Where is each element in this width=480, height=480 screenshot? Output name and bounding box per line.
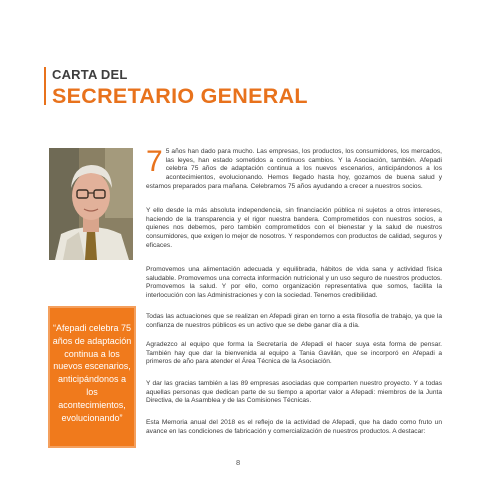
pull-quote-text: “Afepadi celebra 75 años de adaptación continua a los nuevos escenarios, anticipándonos a los acontecimientos, evolucionando”: [52, 323, 132, 423]
body-paragraph-6: Y dar las gracias también a las 89 empresas asociadas que comparten nuestro proyecto. Y a todas aquellas personas que dedican parte de su tiempo a aportar valor a Afepadi: miembros de la Junta Directiva, de la Asamblea y de las Comisiones Técnicas.: [146, 380, 442, 405]
body-paragraph-2: Y ello desde la más absoluta independencia, sin financiación pública ni sujetos a otros intereses, haciendo de la transparencia y el rigor nuestra bandera. Comprometidos con nuestros socios, a quienes nos debemos, pero también comprometidos con el bienestar y la salud de nuestros consumidores, que exigen lo mejor de nosotros. Y respondemos con productos de calidad, seguros y eficaces.: [146, 207, 442, 249]
page-title: SECRETARIO GENERAL: [52, 84, 308, 108]
section-kicker: CARTA DEL: [52, 67, 128, 82]
body-paragraph-7: Esta Memoria anual del 2018 es el reflejo de la actividad de Afepadi, que ha dado como fruto un avance en las condiciones de fabricación y comercialización de nuestros productos. A destacar:: [146, 419, 442, 435]
page-number: 8: [236, 458, 241, 467]
body-paragraph-4: Todas las actuaciones que se realizan en Afepadi giran en torno a esta filosofía de trabajo, ya que la confianza de nuestros públicos es un activo que se debe ganar día a día.: [146, 313, 442, 329]
body-paragraph-1: [146, 145, 442, 191]
paragraph-1-text: 5 años han dado para mucho. Las empresas, los productos, los consumidores, los mercados, las leyes, han estado sometidos a continuos cambios. Y la Asociación, también. Afepadi celebra 75 años de adaptación continua a los nuevos escenarios, anticipándonos a los acontecimientos, evolucionando. Hemos llegado hasta hoy, gozamos de buena salud y estamos preparados para mañana. Celebramos 75 años ayudando a crecer a nuestros socios.: [146, 148, 442, 190]
title-accent-bar: [44, 67, 46, 105]
body-paragraph-3: Promovemos una alimentación adecuada y equilibrada, hábitos de vida sana y actividad física saludable. Promovemos una correcta información nutricional y un uso seguro de nuestros productos. Promovemos la salud. Y por ello, como organización representativa que somos, facilita la interlocución con las Administraciones y con la sociedad. Tenemos credibilidad.: [146, 266, 442, 299]
drop-cap: 7: [146, 145, 163, 178]
portrait-photo: [49, 148, 133, 260]
body-paragraph-5: Agradezco al equipo que forma la Secretaría de Afepadi el hacer suya esta forma de pensar. También hay que dar la bienvenida al equipo a Tania Gavilán, que se incorporó en Afepadi a primeros de año para atender el Área Técnica de la Asociación.: [146, 341, 442, 366]
